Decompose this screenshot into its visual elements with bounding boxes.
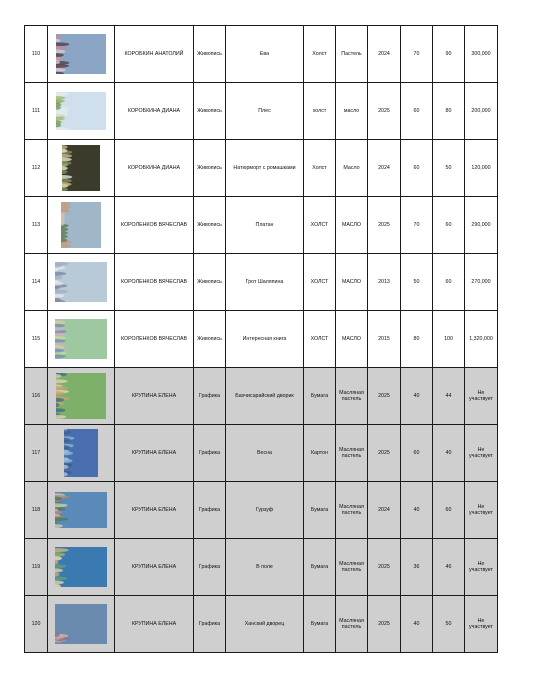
- artwork-title-cell: Платан: [226, 197, 304, 254]
- material-cell: ХОЛСТ: [304, 254, 336, 311]
- artwork-image: [55, 262, 107, 302]
- height-cm-cell: 36: [401, 539, 433, 596]
- price-cell: 120,000: [465, 140, 498, 197]
- height-cm-cell: 40: [401, 596, 433, 653]
- year-cell: 2025: [368, 197, 401, 254]
- width-cm-cell: 60: [433, 197, 465, 254]
- artwork-title-cell: Плес: [226, 83, 304, 140]
- genre-cell: Живопись: [194, 311, 226, 368]
- row-number-cell: 117: [25, 425, 48, 482]
- table-row: [25, 254, 498, 311]
- artwork-title-cell: Грот Шаляпина: [226, 254, 304, 311]
- artwork-title-cell: Ханский дворец: [226, 596, 304, 653]
- catalog-table: [24, 25, 498, 653]
- width-cm-cell: 80: [433, 83, 465, 140]
- author-name-cell: КОРОБКИНА ДИАНА: [115, 140, 194, 197]
- height-cm-cell: 40: [401, 482, 433, 539]
- author-name-cell: КОРОБКИН АНАТОЛИЙ: [115, 26, 194, 83]
- price-cell: Не участвует: [465, 596, 498, 653]
- row-number-cell: 113: [25, 197, 48, 254]
- row-number-cell: 118: [25, 482, 48, 539]
- price-cell: 270,000: [465, 254, 498, 311]
- height-cm-cell: 40: [401, 368, 433, 425]
- price-cell: 300,000: [465, 26, 498, 83]
- table-row: [25, 197, 498, 254]
- artwork-thumbnail-cell: [48, 140, 115, 197]
- material-cell: Бумага: [304, 368, 336, 425]
- height-cm-cell: 60: [401, 140, 433, 197]
- author-name-cell: КРУПИНА ЕЛЕНА: [115, 482, 194, 539]
- table-row: [25, 482, 498, 539]
- artwork-image: [64, 429, 98, 477]
- year-cell: 2025: [368, 425, 401, 482]
- technique-cell: МАСЛО: [336, 197, 368, 254]
- price-cell: Не участвует: [465, 425, 498, 482]
- artwork-thumbnail-cell: [48, 197, 115, 254]
- year-cell: 2024: [368, 26, 401, 83]
- genre-cell: Графика: [194, 368, 226, 425]
- technique-cell: МАСЛО: [336, 311, 368, 368]
- material-cell: Бумага: [304, 596, 336, 653]
- artwork-title-cell: Весна: [226, 425, 304, 482]
- artwork-image: [62, 145, 100, 191]
- table-row: [25, 311, 498, 368]
- technique-cell: Масляная пастель: [336, 368, 368, 425]
- author-name-cell: КРУПИНА ЕЛЕНА: [115, 596, 194, 653]
- price-cell: 200,000: [465, 83, 498, 140]
- artwork-image: [56, 34, 106, 74]
- artwork-image: [55, 492, 107, 528]
- row-number-cell: 110: [25, 26, 48, 83]
- year-cell: 2013: [368, 254, 401, 311]
- technique-cell: Масляная пастель: [336, 539, 368, 596]
- artwork-image: [55, 547, 107, 587]
- price-cell: Не участвует: [465, 368, 498, 425]
- material-cell: Картон: [304, 425, 336, 482]
- author-name-cell: КОРОБКИНА ДИАНА: [115, 83, 194, 140]
- artwork-image: [56, 373, 106, 419]
- artwork-image: [55, 604, 107, 644]
- artwork-title-cell: В поле: [226, 539, 304, 596]
- row-number-cell: 119: [25, 539, 48, 596]
- artwork-thumbnail-cell: [48, 254, 115, 311]
- genre-cell: Живопись: [194, 83, 226, 140]
- height-cm-cell: 70: [401, 197, 433, 254]
- artwork-title-cell: Интересная книга: [226, 311, 304, 368]
- width-cm-cell: 50: [433, 140, 465, 197]
- author-name-cell: КРУПИНА ЕЛЕНА: [115, 425, 194, 482]
- height-cm-cell: 50: [401, 254, 433, 311]
- table-row: [25, 539, 498, 596]
- price-cell: Не участвует: [465, 539, 498, 596]
- width-cm-cell: 60: [433, 254, 465, 311]
- material-cell: ХОЛСТ: [304, 197, 336, 254]
- genre-cell: Графика: [194, 425, 226, 482]
- genre-cell: Живопись: [194, 140, 226, 197]
- technique-cell: Масляная пастель: [336, 482, 368, 539]
- row-number-cell: 114: [25, 254, 48, 311]
- artwork-image: [55, 319, 107, 359]
- material-cell: Бумага: [304, 539, 336, 596]
- technique-cell: Масляная пастель: [336, 425, 368, 482]
- row-number-cell: 116: [25, 368, 48, 425]
- height-cm-cell: 80: [401, 311, 433, 368]
- width-cm-cell: 40: [433, 425, 465, 482]
- technique-cell: Пастель: [336, 26, 368, 83]
- artwork-thumbnail-cell: [48, 539, 115, 596]
- artwork-title-cell: Гурзуф: [226, 482, 304, 539]
- table-row: [25, 425, 498, 482]
- author-name-cell: КОРОЛЕНКОВ ВЯЧЕСЛАВ: [115, 197, 194, 254]
- artwork-image: [61, 202, 101, 248]
- height-cm-cell: 60: [401, 425, 433, 482]
- width-cm-cell: 60: [433, 482, 465, 539]
- genre-cell: Живопись: [194, 197, 226, 254]
- artwork-thumbnail-cell: [48, 83, 115, 140]
- row-number-cell: 115: [25, 311, 48, 368]
- technique-cell: Масло: [336, 140, 368, 197]
- price-cell: 290,000: [465, 197, 498, 254]
- artwork-title-cell: Бахчисарайский дворик: [226, 368, 304, 425]
- author-name-cell: КРУПИНА ЕЛЕНА: [115, 539, 194, 596]
- material-cell: Бумага: [304, 482, 336, 539]
- artwork-title-cell: Ева: [226, 26, 304, 83]
- material-cell: Холст: [304, 26, 336, 83]
- artwork-thumbnail-cell: [48, 482, 115, 539]
- table-row: [25, 368, 498, 425]
- genre-cell: Графика: [194, 596, 226, 653]
- width-cm-cell: 90: [433, 26, 465, 83]
- material-cell: Холст: [304, 140, 336, 197]
- row-number-cell: 112: [25, 140, 48, 197]
- artwork-thumbnail-cell: [48, 425, 115, 482]
- material-cell: холст: [304, 83, 336, 140]
- width-cm-cell: 50: [433, 596, 465, 653]
- table-row: [25, 26, 498, 83]
- artwork-thumbnail-cell: [48, 368, 115, 425]
- row-number-cell: 111: [25, 83, 48, 140]
- table-row: [25, 596, 498, 653]
- year-cell: 2015: [368, 311, 401, 368]
- width-cm-cell: 100: [433, 311, 465, 368]
- genre-cell: Графика: [194, 482, 226, 539]
- artwork-thumbnail-cell: [48, 26, 115, 83]
- height-cm-cell: 60: [401, 83, 433, 140]
- artwork-title-cell: Натюрморт с ромашками: [226, 140, 304, 197]
- artwork-thumbnail-cell: [48, 311, 115, 368]
- author-name-cell: КОРОЛЕНКОВ ВЯЧЕСЛАВ: [115, 254, 194, 311]
- table-row: [25, 83, 498, 140]
- genre-cell: Живопись: [194, 254, 226, 311]
- year-cell: 2025: [368, 83, 401, 140]
- genre-cell: Живопись: [194, 26, 226, 83]
- price-cell: 1,320,000: [465, 311, 498, 368]
- year-cell: 2024: [368, 482, 401, 539]
- technique-cell: масло: [336, 83, 368, 140]
- catalog-body: [25, 26, 498, 653]
- material-cell: ХОЛСТ: [304, 311, 336, 368]
- genre-cell: Графика: [194, 539, 226, 596]
- artwork-image: [56, 92, 106, 130]
- artwork-thumbnail-cell: [48, 596, 115, 653]
- table-row: [25, 140, 498, 197]
- technique-cell: МАСЛО: [336, 254, 368, 311]
- width-cm-cell: 44: [433, 368, 465, 425]
- price-cell: Не участвует: [465, 482, 498, 539]
- year-cell: 2025: [368, 368, 401, 425]
- technique-cell: Масляная пастель: [336, 596, 368, 653]
- year-cell: 2024: [368, 140, 401, 197]
- year-cell: 2025: [368, 596, 401, 653]
- author-name-cell: КРУПИНА ЕЛЕНА: [115, 368, 194, 425]
- width-cm-cell: 46: [433, 539, 465, 596]
- author-name-cell: КОРОЛЕНКОВ ВЯЧЕСЛАВ: [115, 311, 194, 368]
- height-cm-cell: 70: [401, 26, 433, 83]
- year-cell: 2025: [368, 539, 401, 596]
- row-number-cell: 120: [25, 596, 48, 653]
